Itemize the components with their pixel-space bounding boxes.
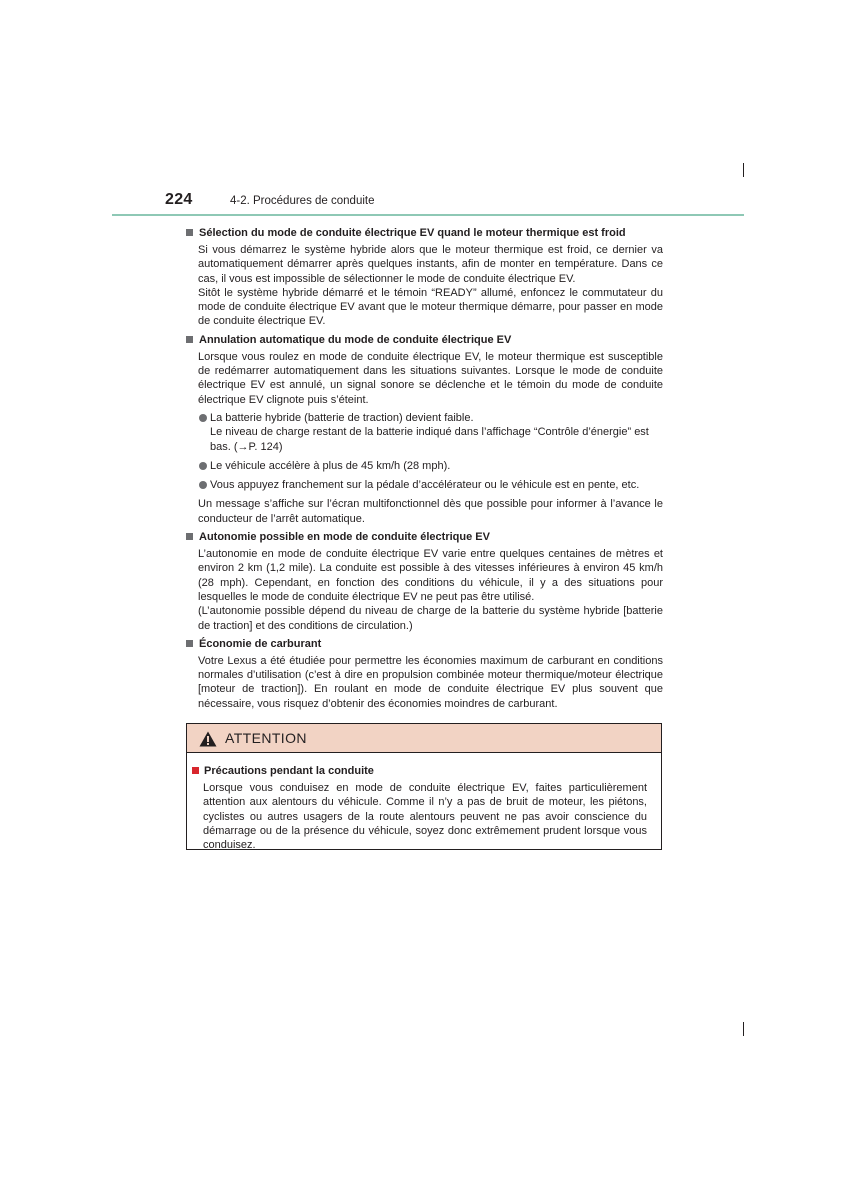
content-body bbox=[185, 226, 663, 715]
section-ev-cold-engine bbox=[185, 226, 663, 329]
page-number: 224 bbox=[165, 191, 193, 208]
attention-header bbox=[187, 724, 661, 753]
list-item-subtext: Le niveau de charge restant de la batterie indiqué dans l’affichage “Contrôle d’énergie” est bas. (→P. 124) bbox=[210, 426, 649, 453]
list-item bbox=[198, 459, 663, 473]
paragraph-line: Si vous démarrez le système hybride alors que le moteur thermique est froid, ce dernier va automatiquement démarrer après quelques instants, afin de monter en température. Dans ce cas, il vous est impossible de sélectionner le mode de conduite électrique EV. bbox=[198, 244, 663, 285]
list-item-text: Vous appuyez franchement sur la pédale d’accélérateur ou le véhicule est en pente, etc. bbox=[210, 479, 640, 492]
attention-heading: Précautions pendant la conduite bbox=[192, 764, 374, 778]
list-item bbox=[198, 411, 663, 454]
crop-mark-bottom bbox=[743, 1022, 744, 1036]
section-fuel-economy bbox=[185, 637, 663, 711]
list-item bbox=[198, 478, 663, 492]
attention-box bbox=[186, 723, 662, 850]
section-title: 4-2. Procédures de conduite bbox=[230, 195, 375, 207]
paragraph-line: L’autonomie en mode de conduite électrique EV varie entre quelques centaines de mètres et environ 2 km (1,2 mile). La conduite est possible à des vitesses inférieures à environ 45 km/h (28 mph). Cependant, en fonction des conditions du véhicule, il y a des situations pour lesquelles le mode de conduite électrique EV ne peut pas être utilisé. bbox=[198, 548, 663, 603]
paragraph bbox=[198, 547, 663, 633]
warning-triangle-icon bbox=[199, 731, 217, 747]
list-item-text: La batterie hybride (batterie de traction) devient faible. bbox=[210, 411, 474, 424]
section-ev-range bbox=[185, 530, 663, 633]
attention-text: Lorsque vous conduisez en mode de conduite électrique EV, faites particulièrement attention aux alentours du véhicule. Comme il n’y a pas de bruit de moteur, les piétons, cyclistes ou autres usagers de la route alentours peuvent ne pas avoir conscience du démarrage ou de la présence du véhicule, soyez donc extrêmement prudent lorsque vous conduisez. bbox=[203, 782, 647, 852]
attention-title: ATTENTION bbox=[225, 730, 307, 746]
section-heading: Autonomie possible en mode de conduite électrique EV bbox=[185, 530, 663, 544]
paragraph-line: Sitôt le système hybride démarré et le témoin “READY” allumé, enfoncez le commutateur du mode de conduite électrique EV avant que le moteur thermique démarre, pour passer en mode de conduite électrique EV. bbox=[198, 286, 663, 328]
paragraph: Votre Lexus a été étudiée pour permettre les économies maximum de carburant en conditions normales d’utilisation (c’est à dire en propulsion combinée moteur thermique/moteur électrique [moteur de traction]). En roulant en mode de conduite électrique EV plus souvent que nécessaire, vous risquez d’obtenir des économies moindres de carburant. bbox=[198, 654, 663, 710]
paragraph: Lorsque vous roulez en mode de conduite électrique EV, le moteur thermique est susceptible de redémarrer automatiquement dans les situations suivantes. Lorsque le mode de conduite électrique EV est annulé, un signal sonore se déclenche et le témoin du mode de conduite électrique EV clignote puis s’éteint. bbox=[198, 350, 663, 406]
crop-mark-top bbox=[743, 163, 744, 177]
section-heading: Sélection du mode de conduite électrique EV quand le moteur thermique est froid bbox=[185, 226, 663, 240]
list-item-text: Le véhicule accélère à plus de 45 km/h (28 mph). bbox=[210, 459, 451, 472]
header-rule bbox=[112, 214, 744, 216]
paragraph: Un message s’affiche sur l’écran multifonctionnel dès que possible pour informer à l’avance le conducteur de l’arrêt automatique. bbox=[198, 498, 663, 525]
section-heading: Économie de carburant bbox=[185, 637, 663, 651]
paragraph-line: (L’autonomie possible dépend du niveau de charge de la batterie du système hybride [batterie de traction] et des conditions de circulation.) bbox=[198, 605, 663, 632]
section-heading: Annulation automatique du mode de conduite électrique EV bbox=[185, 333, 663, 347]
section-auto-cancel bbox=[185, 333, 663, 526]
paragraph bbox=[198, 243, 663, 329]
